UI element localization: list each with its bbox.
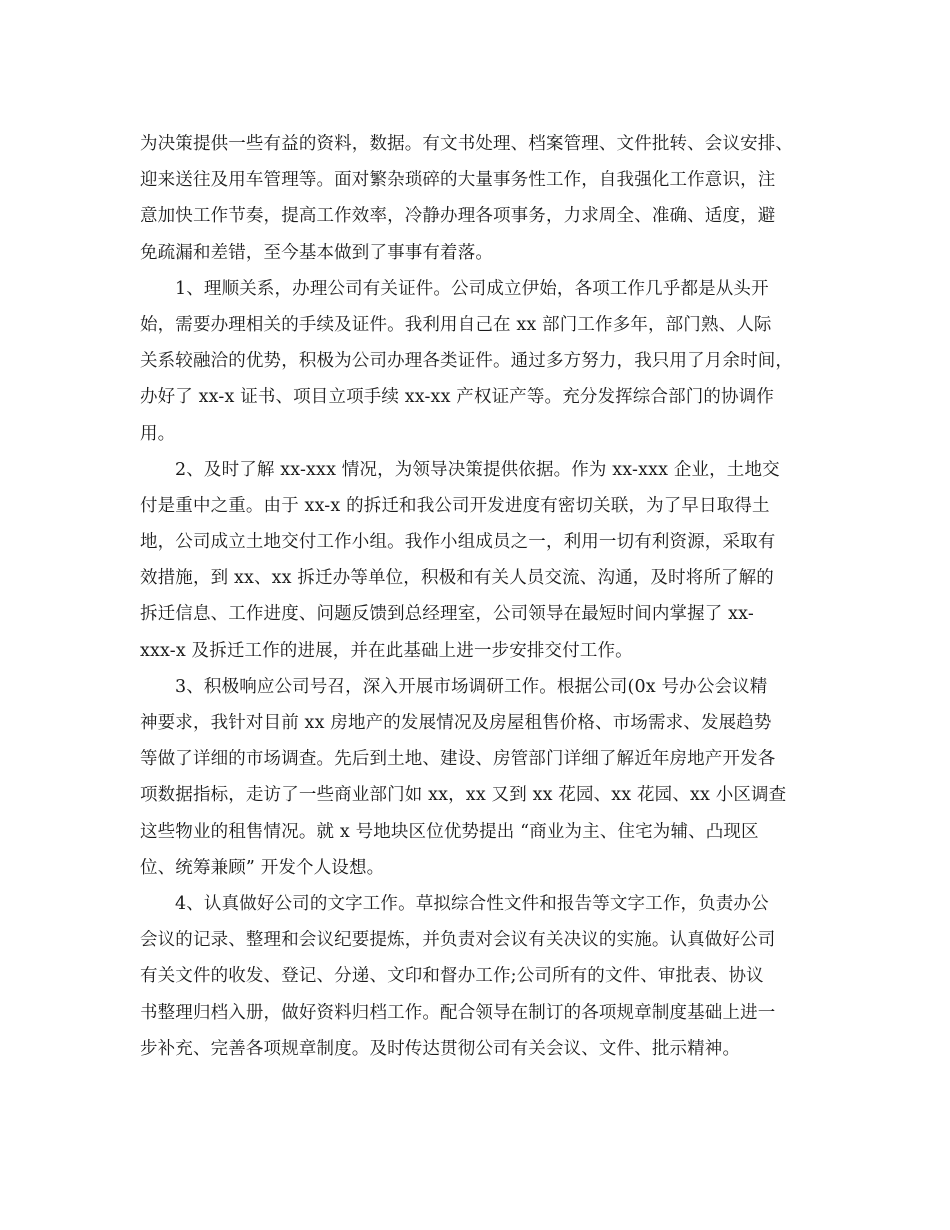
text-line: 步补充、完善各项规章制度。及时传达贯彻公司有关会议、文件、批示精神。	[140, 1038, 741, 1059]
text-line: 始，需要办理相关的手续及证件。我利用自己在 xx 部门工作多年，部门熟、人际	[140, 314, 772, 335]
text-line: 为决策提供一些有益的资料，数据。有文书处理、档案管理、文件批转、会议安排、	[140, 134, 794, 154]
text-line: 关系较融洽的优势，积极为公司办理各类证件。通过多方努力，我只用了月余时间，	[140, 351, 794, 372]
text-line: 拆迁信息、工作进度、问题反馈到总经理室，公司领导在最短时间内掌握了 xx-	[140, 604, 754, 625]
text-line: 地，公司成立土地交付工作小组。我作小组成员之一，利用一切有利资源，采取有	[140, 532, 776, 553]
text-line: 迎来送往及用车管理等。面对繁杂琐碎的大量事务性工作，自我强化工作意识，注	[140, 170, 776, 191]
text-line: 免疏漏和差错，至今基本做到了事事有着落。	[140, 242, 493, 263]
text-line: 神要求，我针对目前 xx 房地产的发展情况及房屋租售价格、市场需求、发展趋势	[140, 713, 772, 733]
text-line: 位、统筹兼顾” 开发个人设想。	[140, 857, 385, 878]
text-line: 用。	[140, 423, 176, 444]
text-line: 办好了 xx-x 证书、项目立项手续 xx-xx 产权证产等。充分发挥综合部门的协调作	[140, 387, 774, 408]
text-line: 会议的记录、整理和会议纪要提炼，并负责对会议有关决议的实施。认真做好公司	[140, 930, 776, 951]
text-line: 效措施，到 xx、xx 拆迁办等单位，积极和有关人员交流、沟通，及时将所了解的	[140, 568, 774, 589]
text-line: 意加快工作节奏，提高工作效率，冷静办理各项事务，力求周全、准确、适度，避	[140, 206, 776, 227]
text-line: 付是重中之重。由于 xx-x 的拆迁和我公司开发进度有密切关联，为了早日取得土	[140, 495, 770, 516]
text-line: 有关文件的收发、登记、分递、文印和督办工作;公司所有的文件、审批表、协议	[140, 966, 764, 987]
text-line: 等做了详细的市场调查。先后到土地、建设、房管部门详细了解近年房地产开发各	[140, 749, 776, 770]
text-line: 书整理归档入册，做好资料归档工作。配合领导在制订的各项规章制度基础上进一	[140, 1002, 776, 1023]
paragraph-1-first-line: 1、理顺关系，办理公司有关证件。公司成立伊始，各项工作几乎都是从头开	[175, 278, 769, 299]
text-line: 这些物业的租售情况。就 x 号地块区位优势提出 “商业为主、住宅为辅、凸现区	[140, 821, 759, 842]
text-line: xxx-x 及拆迁工作的进展，并在此基础上进一步安排交付工作。	[140, 640, 633, 661]
paragraph-2-first-line: 2、及时了解 xx-xxx 情况，为领导决策提供依据。作为 xx-xxx 企业，土地交	[175, 459, 780, 480]
document-body	[140, 126, 830, 1067]
paragraph-3-first-line: 3、积极响应公司号召，深入开展市场调研工作。根据公司(0x 号办公会议精	[175, 676, 768, 697]
text-line: 项数据指标，走访了一些商业部门如 xx，xx 又到 xx 花园、xx 花园、xx 小区调查	[140, 785, 787, 806]
paragraph-4-first-line: 4、认真做好公司的文字工作。草拟综合性文件和报告等文字工作，负责办公	[175, 893, 769, 914]
